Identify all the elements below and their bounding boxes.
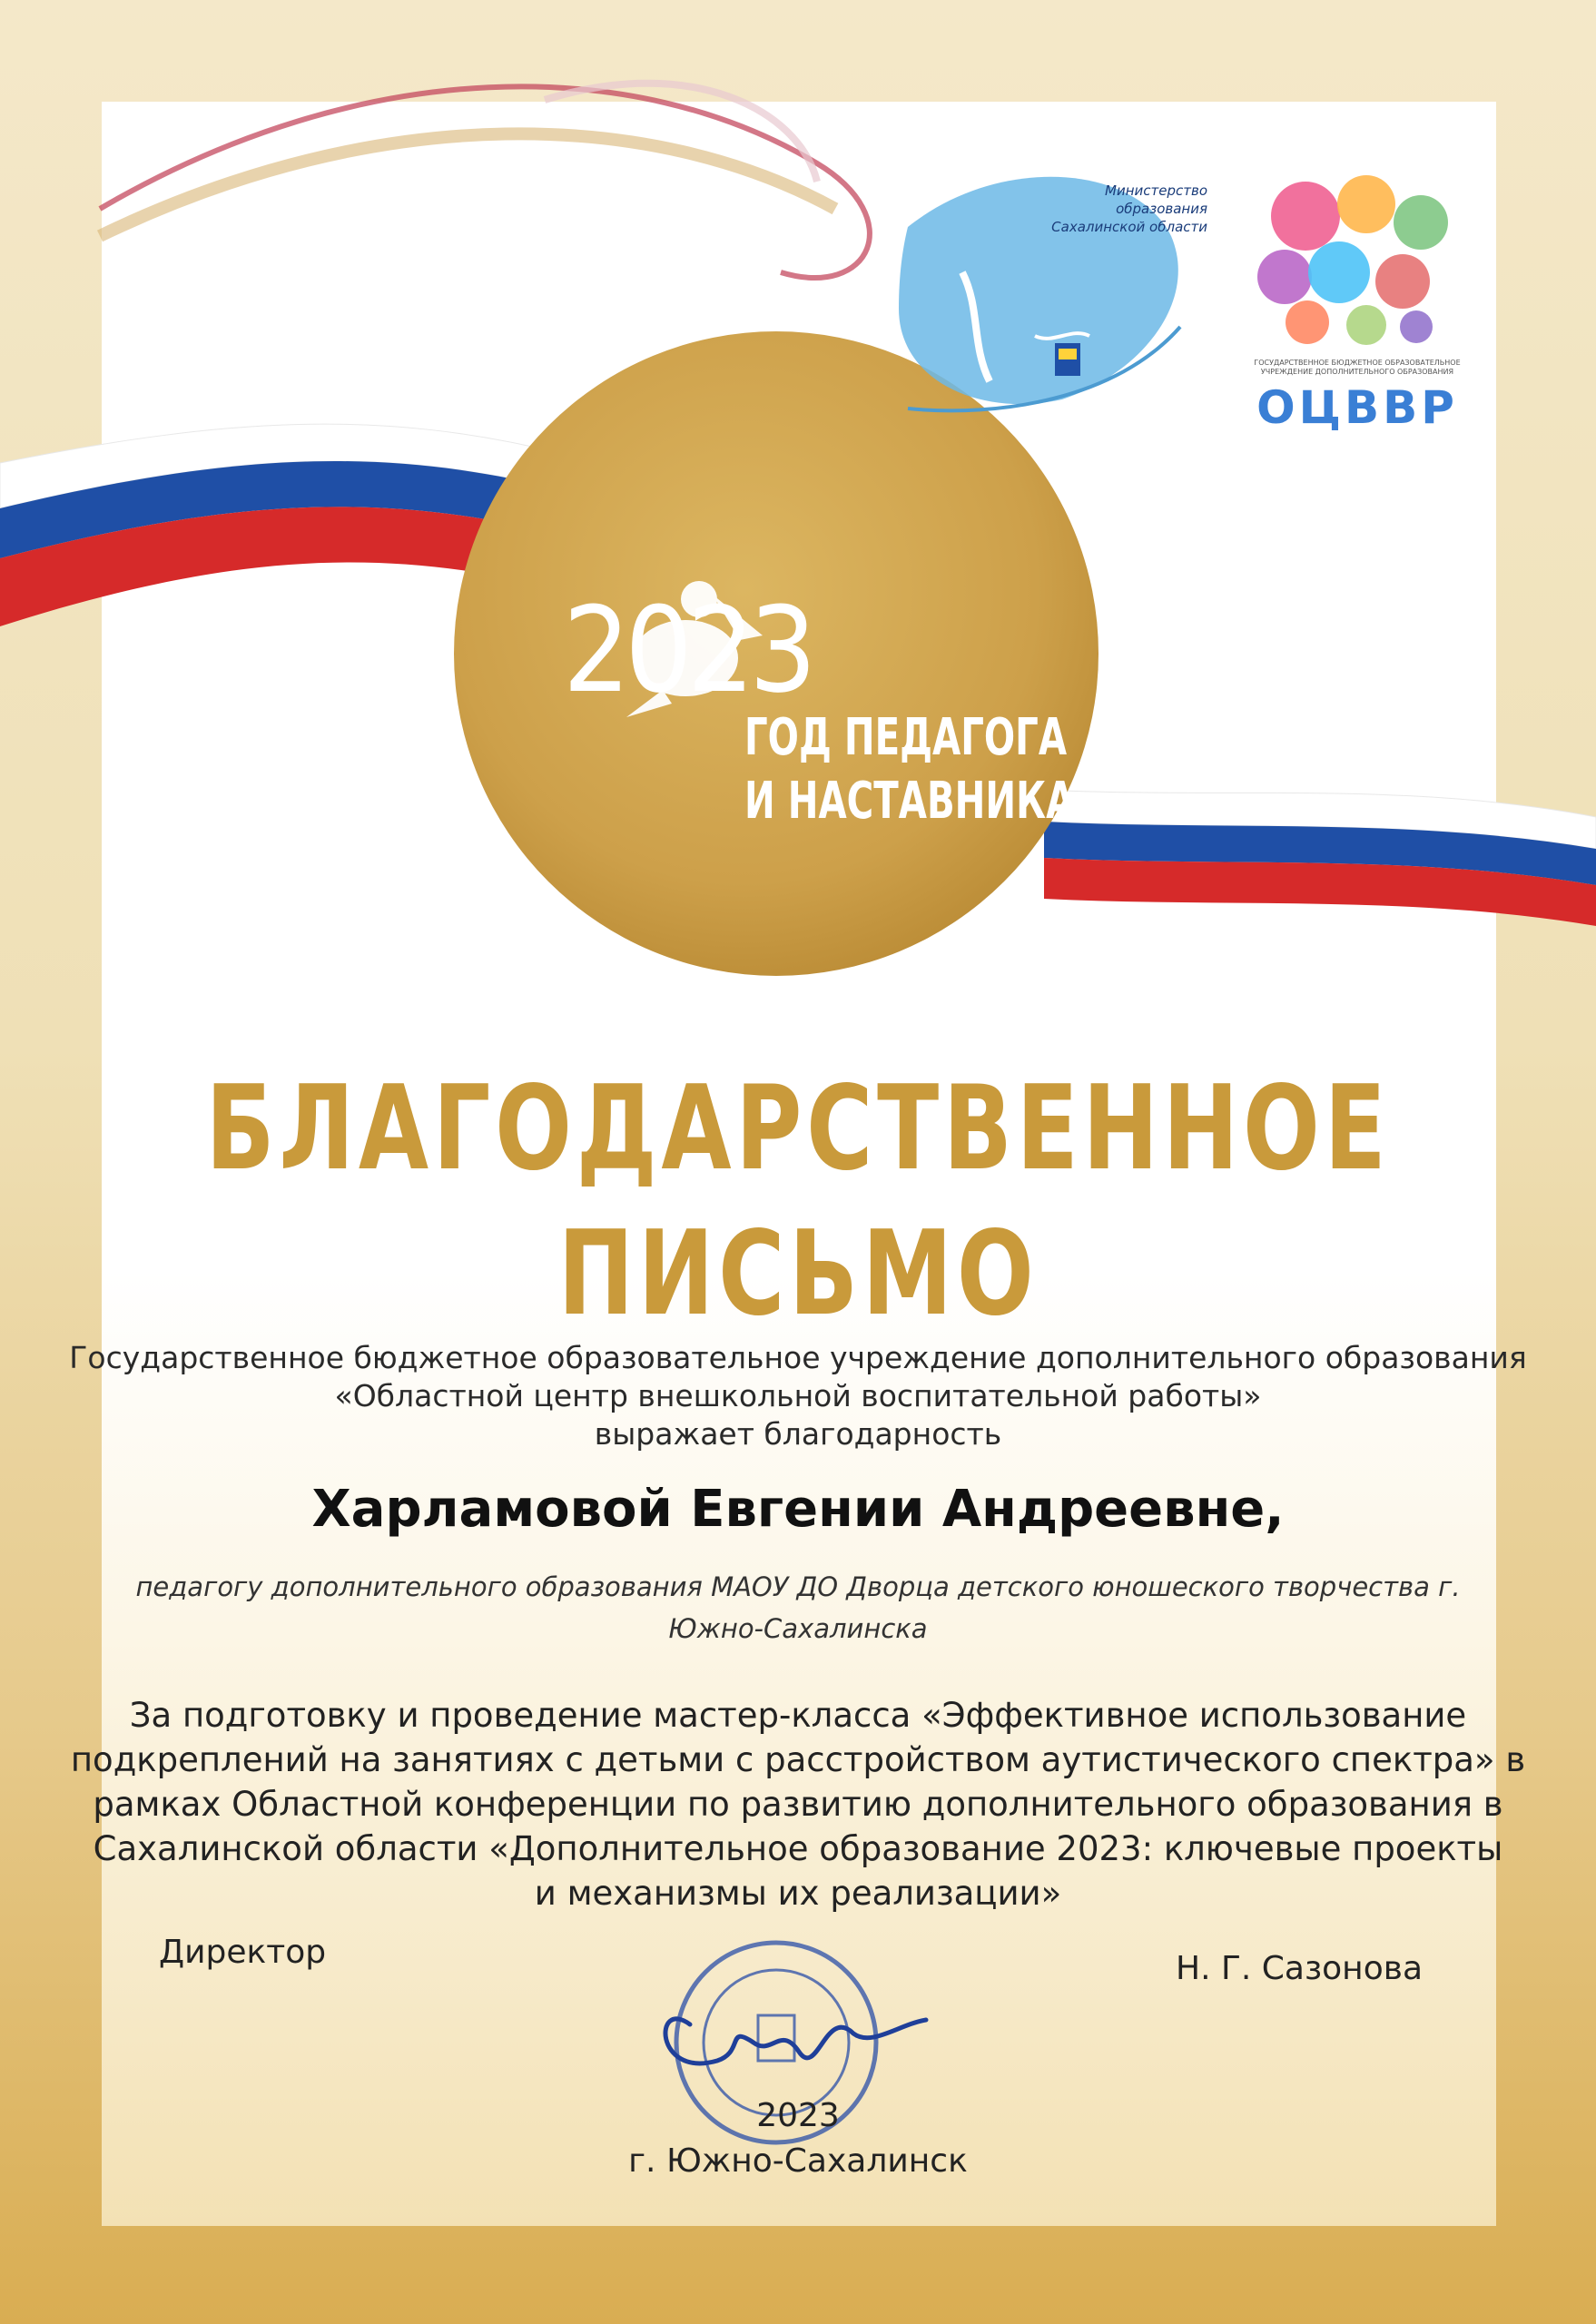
document-title-line-1: БЛАГОДАРСТВЕННОЕ xyxy=(205,1061,1391,1196)
emblem-year: 2023 xyxy=(563,581,812,719)
reason-line-1: За подготовку и проведение мастер-класса «Эффективное использование xyxy=(129,1696,1467,1735)
emblem-line-1: ГОД ПЕДАГОГА xyxy=(744,708,1068,767)
ministry-line-2: образования xyxy=(1116,201,1207,217)
ocvvr-caption-line-1: ГОСУДАРСТВЕННОЕ БЮДЖЕТНОЕ ОБРАЗОВАТЕЛЬНОЕ xyxy=(1254,359,1461,367)
emblem-line-2: И НАСТАВНИКА xyxy=(744,772,1075,831)
reason-line-2: подкреплений на занятиях с детьми с расстройством аутистического спектра» в xyxy=(70,1740,1526,1779)
ocvvr-logo-icon xyxy=(1257,175,1448,345)
ocvvr-caption-line-2: УЧРЕЖДЕНИЕ ДОПОЛНИТЕЛЬНОГО ОБРАЗОВАНИЯ xyxy=(1260,368,1454,376)
recipient-position-line-2: Южно-Сахалинска xyxy=(668,1613,928,1644)
ministry-logo-text xyxy=(1017,182,1207,236)
organization-line-3: выражает благодарность xyxy=(594,1416,1002,1452)
signature-role: Директор xyxy=(159,1934,327,1971)
footer-year: 2023 xyxy=(756,2097,840,2134)
footer-city: г. Южно-Сахалинск xyxy=(628,2142,968,2180)
ocvvr-caption xyxy=(1244,359,1471,377)
recipient-position-line-1: педагогу дополнительного образования МАОУ ДО Дворца детского юношеского творчества г. xyxy=(135,1571,1461,1602)
recipient-name: Харламовой Евгении Андреевне, xyxy=(311,1480,1285,1539)
reason-line-3: рамках Областной конференции по развитию дополнительного образования в xyxy=(93,1785,1503,1824)
reason-line-4: Сахалинской области «Дополнительное образование 2023: ключевые проекты xyxy=(93,1829,1503,1868)
ocvvr-logo-text: ОЦВВР xyxy=(1256,381,1458,434)
signature-name: Н. Г. Сазонова xyxy=(1176,1950,1424,1987)
ministry-line-1: Министерство xyxy=(1105,182,1207,199)
reason-line-5: и механизмы их реализации» xyxy=(534,1874,1062,1913)
organization-line-1: Государственное бюджетное образовательное учреждение дополнительного образования xyxy=(69,1340,1527,1375)
swirl-ribbon xyxy=(100,133,835,236)
ministry-line-3: Сахалинской области xyxy=(1051,219,1207,235)
organization-line-2: «Областной центр внешкольной воспитательной работы» xyxy=(334,1378,1262,1413)
document-title-line-2: ПИСЬМО xyxy=(557,1206,1039,1342)
